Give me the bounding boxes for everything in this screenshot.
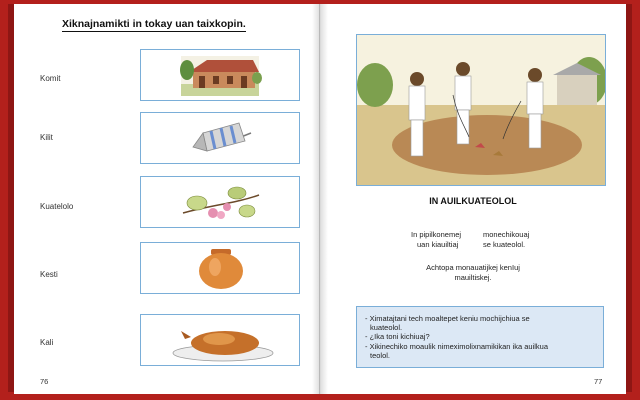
- roast-chicken-picture: [140, 314, 300, 366]
- left-page: [14, 4, 320, 394]
- word-label: Kesti: [40, 270, 58, 279]
- word-label: Kuatelolo: [40, 202, 74, 211]
- story-line: uan kiauiltiaj: [417, 240, 459, 249]
- clay-pot-picture: [140, 242, 300, 294]
- book-gutter: [312, 4, 328, 394]
- page-number: 77: [594, 377, 603, 386]
- question-line: - Xikinechiko moaulik nimeximolixnamikikan ika auilkua: [365, 341, 548, 351]
- flowering-branch-picture: [140, 176, 300, 228]
- right-page: [320, 4, 626, 394]
- question-line: - ¿Ika toni kichiuaj?: [365, 332, 430, 342]
- boys-playing-spinning-tops-picture: [356, 34, 606, 186]
- questions-box: [356, 306, 604, 368]
- lesson-title: Xiknajnamikti in tokay uan taixkopin.: [62, 18, 246, 30]
- story-line: In pipilkonemej: [411, 230, 462, 239]
- spinning-top-picture: [140, 112, 300, 164]
- page-number: 76: [40, 377, 49, 386]
- question-line: teolol.: [370, 350, 391, 360]
- story-line: mauiltiskej.: [454, 273, 492, 282]
- story-line: Achtopa monauatijkej kenIuj: [426, 263, 520, 272]
- word-label: Komit: [40, 74, 61, 83]
- word-label: Kali: [40, 338, 54, 347]
- house-picture: [140, 49, 300, 101]
- question-line: - Ximatajtani tech moaltepet keniu mochijchiua se: [365, 314, 530, 323]
- story-line: monechikouaj: [483, 230, 530, 239]
- question-line: kuateolol.: [370, 323, 403, 333]
- story-title: IN AUILKUATEOLOL: [429, 196, 517, 206]
- word-label: Kilit: [40, 133, 53, 142]
- story-line: se kuateolol.: [483, 240, 526, 249]
